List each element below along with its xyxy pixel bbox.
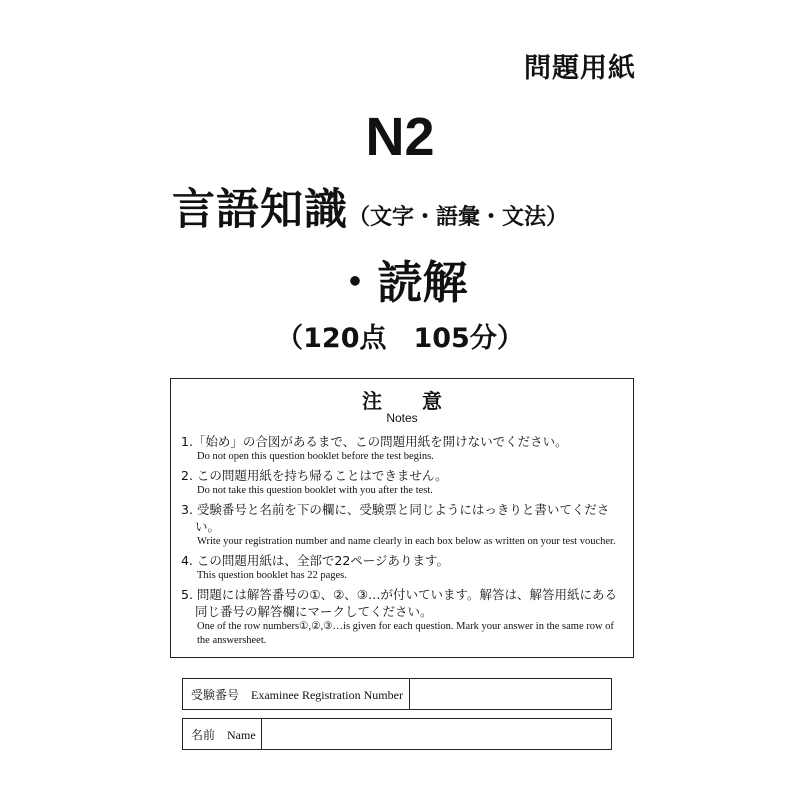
notice-item-jp: 4. この問題用紙は、全部で22ページあります。 [181,553,450,568]
level-heading: N2 [365,107,435,167]
notice-item [181,586,627,648]
notice-item [181,501,627,549]
notice-title-en: Notes [386,411,418,425]
section-title-sub: （文字・語彙・文法） [348,205,569,230]
notice-item-en: Write your registration number and name clearly in each box below as written on your test voucher. [197,536,616,547]
notice-item-en: Do not open this question booklet before the test begins. [197,451,434,462]
booklet-type-label: 問題用紙 [524,53,636,84]
exam-number-field [182,678,612,710]
notice-item [181,552,627,583]
notice-item [181,433,627,464]
notice-list [181,433,627,651]
notice-item [181,467,627,498]
exam-number-label: 受験番号 Examinee Registration Number [183,679,410,709]
notice-item-jp: 2. この問題用紙を持ち帰ることはできません。 [181,468,448,483]
name-field [182,718,612,750]
section-title-reading: ・読解 [332,256,468,309]
name-input[interactable] [262,719,611,749]
notice-item-en: Do not take this question booklet with you after the test. [197,485,433,496]
section-title [172,176,568,237]
name-label: 名前 Name [183,719,262,749]
notice-item-en: This question booklet has 22 pages. [197,570,347,581]
score-time: （120点 105分） [276,323,524,354]
exam-number-input[interactable] [410,679,611,709]
notice-item-jp: 5. 問題には解答番号の①、②、③…が付いています。解答は、解答用紙にある同じ番号の解答欄にマークしてください。 [181,587,618,619]
notice-item-en: One of the row numbers①,②,③…is given for each question. Mark your answer in the same row of the answersheet. [197,621,614,646]
notice-box [170,378,634,658]
notice-item-jp: 3. 受験番号と名前を下の欄に、受験票と同じようにはっきりと書いてください。 [181,502,610,534]
section-title-main: 言語知識 [172,185,348,235]
notice-title: 注 意 [362,389,442,413]
notice-item-jp: 1.「始め」の合図があるまで、この問題用紙を開けないでください。 [181,434,568,449]
